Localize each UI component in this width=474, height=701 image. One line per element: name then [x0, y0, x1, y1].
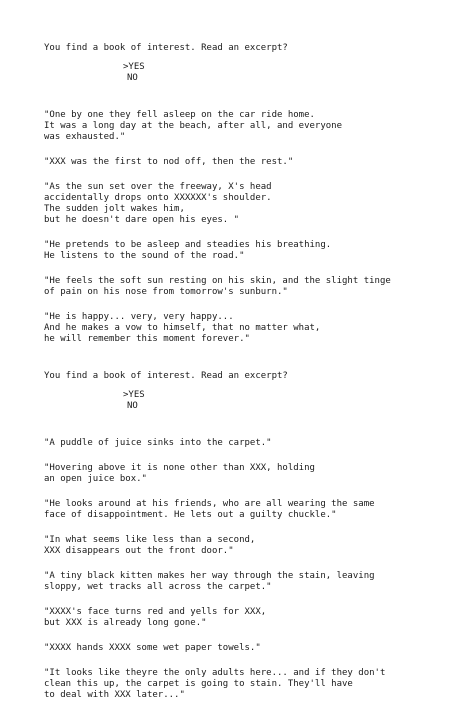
- excerpt-line: It was a long day at the beach, after all, and everyone: [44, 121, 343, 131]
- document-page: [44, 43, 464, 701]
- excerpt-line: "He looks around at his friends, who are all wearing the same: [44, 499, 375, 509]
- excerpt-line: but he doesn't dare open his eyes. ": [44, 215, 240, 225]
- excerpt-line: to deal with XXX later...": [44, 690, 185, 700]
- excerpt-paragraph: [44, 668, 464, 701]
- excerpt-line: of pain on his nose from tomorrow's sunburn.": [44, 287, 288, 297]
- excerpt-line: "One by one they fell asleep on the car ride home.: [44, 110, 315, 120]
- excerpt-line: "XXXX's face turns red and yells for XXX,: [44, 607, 267, 617]
- excerpt-line: sloppy, wet tracks all across the carpet.": [44, 582, 272, 592]
- excerpt-paragraph: [44, 276, 464, 298]
- excerpt-paragraph: [44, 182, 464, 226]
- excerpt-paragraph: [44, 110, 464, 143]
- option-yes[interactable]: >YES: [123, 62, 145, 72]
- prompt-text: You find a book of interest. Read an excerpt?: [44, 371, 288, 381]
- excerpt-line: "As the sun set over the freeway, X's head: [44, 182, 272, 192]
- excerpt-paragraph: [44, 240, 464, 262]
- excerpt-line: "It looks like theyre the only adults here... and if they don't: [44, 668, 386, 678]
- option-no[interactable]: NO: [127, 73, 138, 83]
- excerpt-paragraph: [44, 438, 464, 449]
- excerpt-line: "XXX was the first to nod off, then the rest.": [44, 157, 294, 167]
- excerpt-paragraph: [44, 157, 464, 168]
- excerpt-line: "A puddle of juice sinks into the carpet.": [44, 438, 272, 448]
- prompt-text: You find a book of interest. Read an excerpt?: [44, 43, 288, 53]
- option-no[interactable]: NO: [127, 401, 138, 411]
- excerpt-line: "He is happy... very, very happy...: [44, 312, 234, 322]
- excerpt-line: clean this up, the carpet is going to stain. They'll have: [44, 679, 353, 689]
- excerpt-paragraph: [44, 312, 464, 345]
- excerpt-line: but XXX is already long gone.": [44, 618, 207, 628]
- excerpt-line: "He pretends to be asleep and steadies his breathing.: [44, 240, 332, 250]
- excerpt-paragraph: [44, 499, 464, 521]
- excerpt-line: "A tiny black kitten makes her way through the stain, leaving: [44, 571, 375, 581]
- excerpt-line: He listens to the sound of the road.": [44, 251, 245, 261]
- excerpt-paragraph: [44, 463, 464, 485]
- excerpt-line: was exhausted.": [44, 132, 126, 142]
- excerpt-line: "XXXX hands XXXX some wet paper towels.": [44, 643, 261, 653]
- excerpt-line: The sudden jolt wakes him,: [44, 204, 185, 214]
- option-yes[interactable]: >YES: [123, 390, 145, 400]
- excerpt-paragraph: [44, 571, 464, 593]
- excerpt-line: face of disappointment. He lets out a guilty chuckle.": [44, 510, 337, 520]
- excerpt-line: "He feels the soft sun resting on his skin, and the slight tinge: [44, 276, 391, 286]
- excerpt-line: "Hovering above it is none other than XXX, holding: [44, 463, 315, 473]
- excerpt-line: "In what seems like less than a second,: [44, 535, 256, 545]
- excerpt-paragraph: [44, 643, 464, 654]
- excerpt-line: accidentally drops onto XXXXXX's shoulder.: [44, 193, 272, 203]
- excerpt-paragraph: [44, 535, 464, 557]
- excerpt-line: he will remember this moment forever.": [44, 334, 250, 344]
- excerpt-paragraph: [44, 607, 464, 629]
- excerpt-line: XXX disappears out the front door.": [44, 546, 234, 556]
- excerpt-line: And he makes a vow to himself, that no matter what,: [44, 323, 321, 333]
- excerpt-line: an open juice box.": [44, 474, 147, 484]
